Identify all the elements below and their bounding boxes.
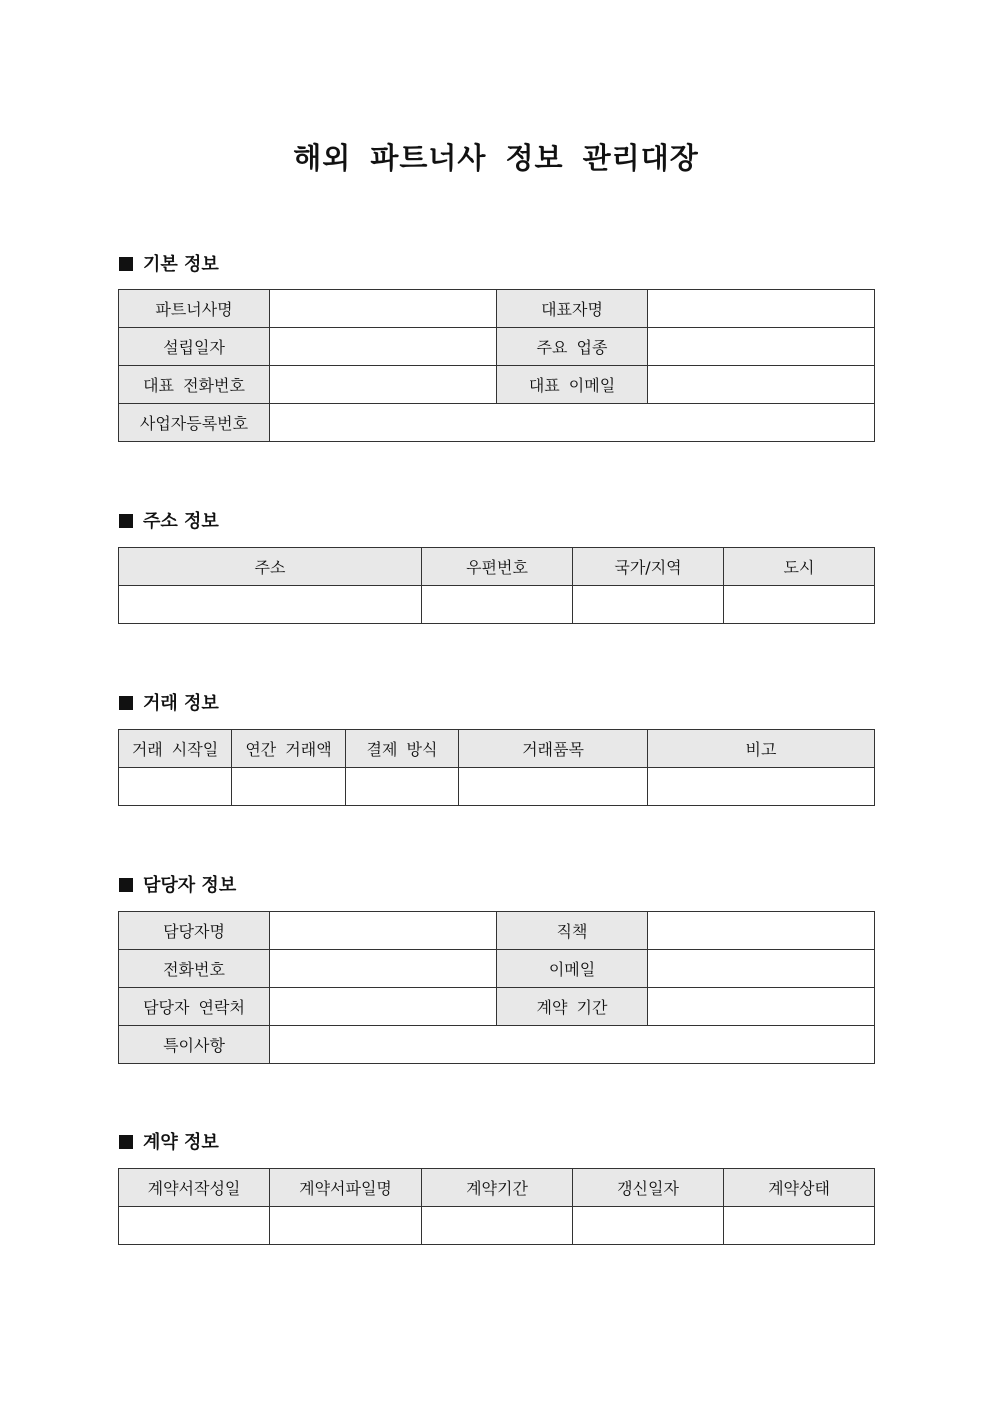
square-bullet-icon [119,696,133,710]
header-trade-items: 거래품목 [459,730,648,768]
field-annual-amount[interactable] [232,768,346,806]
label-business-reg-no: 사업자등록번호 [119,404,270,442]
header-contract-term: 계약기간 [422,1169,573,1207]
document-title: 해외 파트너사 정보 관리대장 [293,141,699,175]
field-ceo-name[interactable] [648,290,875,328]
square-bullet-icon [119,878,133,892]
label-ceo-name: 대표자명 [497,290,648,328]
field-contract-period[interactable] [648,988,875,1026]
field-main-industry[interactable] [648,328,875,366]
header-contract-status: 계약상태 [724,1169,875,1207]
section-heading-trade-label: 거래 정보 [143,693,219,714]
section-heading-contact-label: 담당자 정보 [143,875,237,896]
field-country-region[interactable] [573,586,724,624]
label-email: 이메일 [497,950,648,988]
label-phone: 전화번호 [119,950,270,988]
field-founded-date[interactable] [270,328,497,366]
header-city: 도시 [724,548,875,586]
basic-info-table [118,289,875,442]
square-bullet-icon [119,257,133,271]
header-trade-start-date: 거래 시작일 [119,730,232,768]
field-address[interactable] [119,586,422,624]
label-main-email: 대표 이메일 [497,366,648,404]
label-founded-date: 설립일자 [119,328,270,366]
trade-info-table [118,729,875,806]
section-heading-basic-label: 기본 정보 [143,254,219,275]
field-email[interactable] [648,950,875,988]
section-heading-contact [119,874,236,898]
section-heading-contract-label: 계약 정보 [143,1132,219,1153]
contact-info-table [118,911,875,1064]
header-contract-filename: 계약서파일명 [270,1169,422,1207]
field-contract-status[interactable] [724,1207,875,1245]
section-heading-trade [119,692,219,716]
label-partner-name: 파트너사명 [119,290,270,328]
field-main-email[interactable] [648,366,875,404]
field-business-reg-no[interactable] [270,404,875,442]
field-remarks[interactable] [648,768,875,806]
field-payment-method[interactable] [346,768,459,806]
field-postal-code[interactable] [422,586,573,624]
field-contact-info[interactable] [270,988,497,1026]
field-trade-start-date[interactable] [119,768,232,806]
field-contract-term[interactable] [422,1207,573,1245]
header-renewal-date: 갱신일자 [573,1169,724,1207]
square-bullet-icon [119,514,133,528]
label-position: 직책 [497,912,648,950]
field-contact-name[interactable] [270,912,497,950]
header-annual-amount: 연간 거래액 [232,730,346,768]
header-remarks: 비고 [648,730,875,768]
field-main-phone[interactable] [270,366,497,404]
label-main-phone: 대표 전화번호 [119,366,270,404]
header-postal-code: 우편번호 [422,548,573,586]
label-contact-info: 담당자 연락처 [119,988,270,1026]
field-position[interactable] [648,912,875,950]
header-country-region: 국가/지역 [573,548,724,586]
label-main-industry: 주요 업종 [497,328,648,366]
field-notes[interactable] [270,1026,875,1064]
field-contract-filename[interactable] [270,1207,422,1245]
header-contract-date: 계약서작성일 [119,1169,270,1207]
contract-info-table [118,1168,875,1245]
field-trade-items[interactable] [459,768,648,806]
label-contact-name: 담당자명 [119,912,270,950]
field-renewal-date[interactable] [573,1207,724,1245]
header-address: 주소 [119,548,422,586]
address-info-table [118,547,875,624]
section-heading-address [119,510,219,534]
header-payment-method: 결제 방식 [346,730,459,768]
section-heading-contract [119,1131,219,1155]
section-heading-basic [119,253,219,277]
field-contract-date[interactable] [119,1207,270,1245]
field-phone[interactable] [270,950,497,988]
field-city[interactable] [724,586,875,624]
label-notes: 특이사항 [119,1026,270,1064]
label-contract-period: 계약 기간 [497,988,648,1026]
field-partner-name[interactable] [270,290,497,328]
square-bullet-icon [119,1135,133,1149]
section-heading-address-label: 주소 정보 [143,511,219,532]
